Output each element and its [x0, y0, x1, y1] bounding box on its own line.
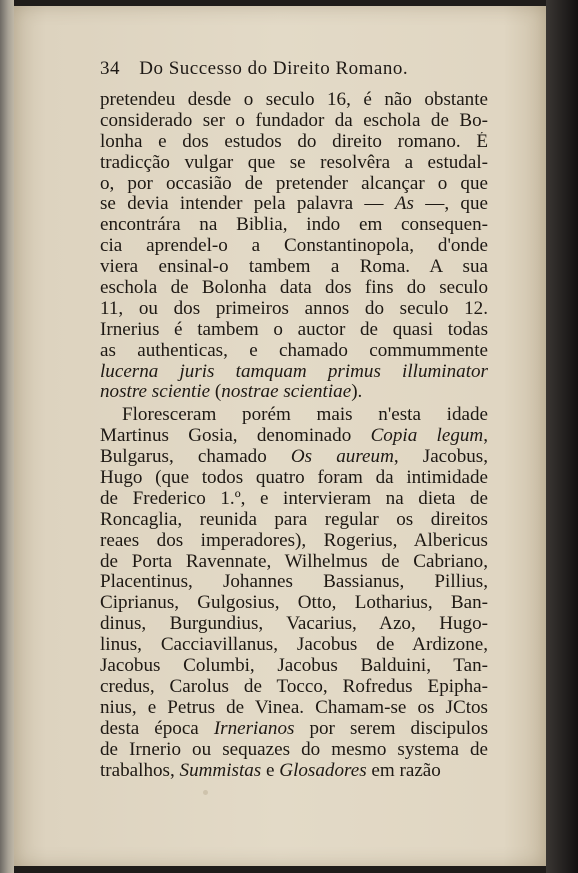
page-number: 34: [100, 58, 120, 79]
text-line: Martinus Gosia, denominado Copia legum,: [100, 426, 488, 447]
italic-text: nostre scientie: [100, 382, 211, 403]
text-line: Irnerius é tambem o auctor de quasi todas: [100, 319, 488, 340]
italic-text: Summistas: [179, 760, 262, 781]
body-text: [100, 90, 488, 781]
text-line: lonha e dos estudos do direito romano. É: [100, 131, 488, 152]
paragraph: [100, 90, 488, 403]
text-line: reaes dos imperadores), Rogerius, Albericus: [100, 530, 488, 551]
text-line: nius, e Petrus de Vinea. Chamam-se os JCtos: [100, 697, 488, 718]
text-line: considerado ser o fundador da eschola de Bo-: [100, 110, 488, 131]
text-line: de Frederico 1.º, e intervieram na dieta de: [100, 488, 488, 509]
text-line: linus, Cacciavillanus, Jacobus de Ardizone,: [100, 635, 488, 656]
text-line: o, por occasião de pretender alcançar o que: [100, 173, 488, 194]
text-line: Placentinus, Johannes Bassianus, Pillius,: [100, 572, 488, 593]
text-line: encontrára na Biblia, indo em consequen-: [100, 215, 488, 236]
text-line: dinus, Burgundius, Vacarius, Azo, Hugo-: [100, 614, 488, 635]
page-edge-shadow: [546, 0, 578, 873]
text-line: Bulgarus, chamado Os aureum, Jacobus,: [100, 447, 488, 468]
italic-text: Glosadores: [279, 760, 367, 781]
text-line: [100, 362, 488, 383]
running-header: [100, 58, 500, 80]
text-line: Ciprianus, Gulgosius, Otto, Lotharius, Ban-: [100, 593, 488, 614]
text-line: pretendeu desde o seculo 16, é não obstante: [100, 90, 488, 110]
italic-text: lucerna juris tamquam primus illuminator: [100, 361, 488, 382]
italic-text: Copia legum: [370, 426, 484, 447]
text-line: viera ensinal-o tambem a Roma. A sua: [100, 257, 488, 278]
running-title: Do Successo do Direito Romano.: [139, 58, 409, 79]
book-spine: [0, 0, 14, 873]
text-line: de Irnerio ou sequazes do mesmo systema de: [100, 739, 488, 760]
text-line: Roncaglia, reunida para regular os direitos: [100, 509, 488, 530]
italic-text: As: [394, 194, 414, 215]
paragraph: [100, 405, 488, 781]
text-line: 11, ou dos primeiros annos do seculo 12.: [100, 298, 488, 319]
text-line: credus, Carolus de Tocco, Rofredus Epipha-: [100, 676, 488, 697]
italic-text: Os aureum: [290, 447, 394, 468]
text-line: Hugo (que todos quatro foram da intimidade: [100, 468, 488, 489]
text-line: se devia intender pela palavra — As —, que: [100, 194, 488, 215]
text-line: eschola de Bolonha data dos fins do seculo: [100, 278, 488, 299]
text-line: as authenticas, e chamado commummente: [100, 340, 488, 361]
text-line: cia aprendel-o a Constantinopola, d'onde: [100, 236, 488, 257]
italic-text: nostrae scientiae: [221, 382, 352, 403]
text-line: nostre scientie (nostrae scientiae).: [100, 382, 363, 403]
italic-text: Irnerianos: [213, 718, 295, 739]
text-line: tradicção vulgar que se resolvêra a estudal-: [100, 152, 488, 173]
text-line: trabalhos, Summistas e Glosadores em razão: [100, 760, 441, 781]
paper-speck: [203, 790, 208, 795]
text-line: desta época Irnerianos por serem discipulos: [100, 718, 488, 739]
text-line: Floresceram porém mais n'esta idade: [122, 405, 488, 426]
text-line: de Porta Ravennate, Wilhelmus de Cabriano,: [100, 551, 488, 572]
text-line: Jacobus Columbi, Jacobus Balduini, Tan-: [100, 656, 488, 677]
